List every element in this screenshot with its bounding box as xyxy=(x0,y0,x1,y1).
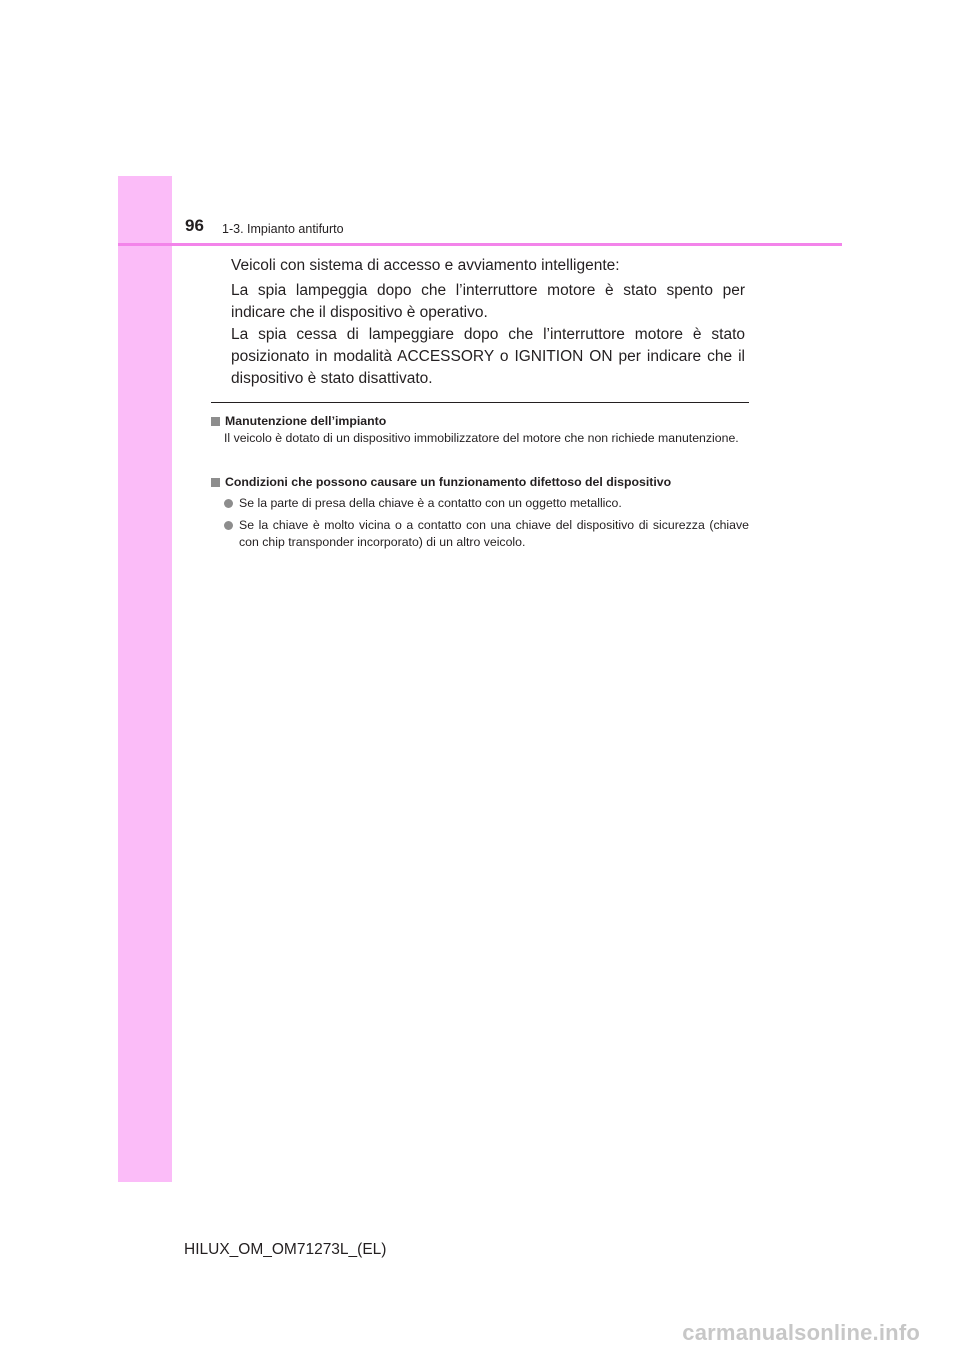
section-divider xyxy=(211,402,749,403)
note-heading-text: Condizioni che possono causare un funzionamento difettoso del dispositivo xyxy=(225,475,672,489)
paragraph-indicator-on: La spia lampeggia dopo che l’interruttore motore è stato spento per indicare che il dispositivo è operativo. xyxy=(231,282,745,321)
page-number: 96 xyxy=(185,216,204,235)
circle-bullet-icon xyxy=(224,521,233,530)
note-heading xyxy=(211,474,749,491)
note-heading xyxy=(211,413,749,430)
note-heading-text: Manutenzione dell’impianto xyxy=(225,414,387,428)
note-maintenance xyxy=(211,413,749,447)
square-bullet-icon xyxy=(211,417,220,426)
list-item xyxy=(211,495,749,512)
list-item-text: Se la parte di presa della chiave è a contatto con un oggetto metallico. xyxy=(239,496,622,510)
document-code: HILUX_OM_OM71273L_(EL) xyxy=(184,1241,387,1258)
sidebar-tab xyxy=(118,176,172,1182)
watermark: carmanualsonline.info xyxy=(682,1320,920,1345)
note-malfunction-conditions xyxy=(211,474,749,551)
header-rule xyxy=(118,243,842,246)
paragraph-vehicle-type: Veicoli con sistema di accesso e avviamento intelligente: xyxy=(231,257,620,274)
section-title: 1-3. Impianto antifurto xyxy=(222,222,344,236)
list-item xyxy=(211,517,749,551)
square-bullet-icon xyxy=(211,478,220,487)
note-body: Il veicolo è dotato di un dispositivo immobilizzatore del motore che non richiede manutenzione. xyxy=(224,431,739,445)
paragraph-indicator-off: La spia cessa di lampeggiare dopo che l’interruttore motore è stato posizionato in modalità ACCESSORY o IGNITION ON per indicare che il dispositivo è stato disattivato. xyxy=(231,326,745,387)
list-item-text: Se la chiave è molto vicina o a contatto con una chiave del dispositivo di sicurezza (chiave con chip transponder incorporato) di un altro veicolo. xyxy=(239,518,749,549)
circle-bullet-icon xyxy=(224,499,233,508)
